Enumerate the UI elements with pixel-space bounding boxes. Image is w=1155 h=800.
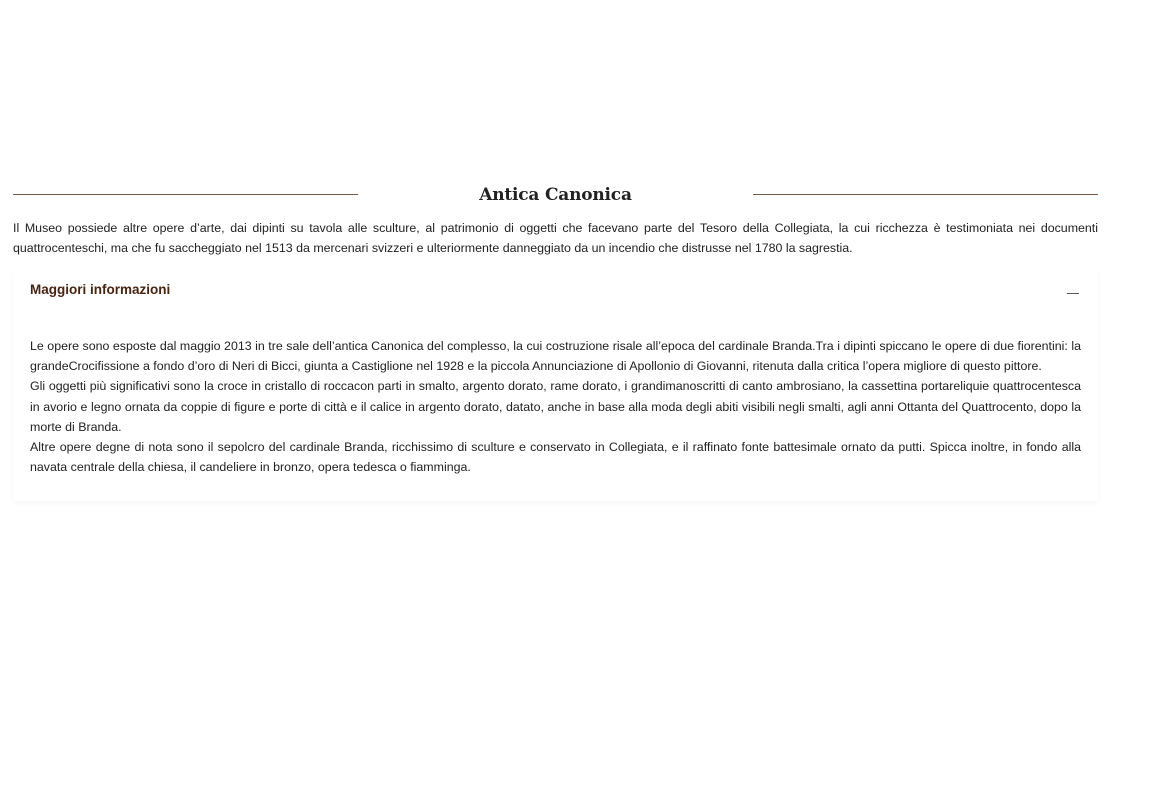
accordion-header[interactable] bbox=[30, 272, 1081, 306]
accordion-paragraph: Gli oggetti più significativi sono la croce in cristallo di roccacon parti in smalto, argento dorato, rame dorato, i grandimanoscritti di canto ambrosiano, la cassettina portareliquie quattrocentesca in avorio e legno ornata da coppie di figure e porte di città e il calice in argento dorato, datato, anche in base alla moda degli abiti visibili negli smalti, agli anni Ottanta del Quattrocento, dopo la morte di Branda. bbox=[30, 379, 1081, 434]
antica-canonica-section bbox=[13, 182, 1098, 501]
section-title-row bbox=[13, 182, 1098, 216]
accordion-title: Maggiori informazioni bbox=[30, 281, 171, 297]
accordion-body bbox=[30, 336, 1081, 477]
accordion-paragraph: Le opere sono esposte dal maggio 2013 in tre sale dell’antica Canonica del complesso, la cui costruzione risale all’epoca del cardinale Branda.Tra i dipinti spiccano le opere di due fiorentini: la grandeCrocifissione a fondo d’oro di Neri di Bicci, giunta a Castiglione nel 1928 e la piccola Annunciazione di Apollonio di Giovanni, ritenuta dalla critica l’opera migliore di questo pittore. bbox=[30, 339, 1081, 374]
section-intro: Il Museo possiede altre opere d’arte, dai dipinti su tavola alle sculture, al patrimonio di oggetti che facevano parte del Tesoro della Collegiata, la cui ricchezza è testimoniata nei documenti quattrocenteschi, ma che fu saccheggiato nel 1513 da mercenari svizzeri e ulteriormente danneggiato da un incendio che distrusse nel 1780 la sagrestia. bbox=[13, 221, 1098, 255]
minus-icon[interactable] bbox=[1067, 282, 1079, 296]
accordion-paragraph: Altre opere degne di nota sono il sepolcro del cardinale Branda, ricchissimo di sculture e conservato in Collegiata, e il raffinato fonte battesimale ornato da putti. Spicca inoltre, in fondo alla navata centrale della chiesa, il candeliere in bronzo, opera tedesca o fiamminga. bbox=[30, 440, 1081, 475]
section-title: Antica Canonica bbox=[479, 185, 632, 205]
more-info-accordion bbox=[13, 272, 1098, 501]
title-divider-right bbox=[753, 194, 1098, 195]
